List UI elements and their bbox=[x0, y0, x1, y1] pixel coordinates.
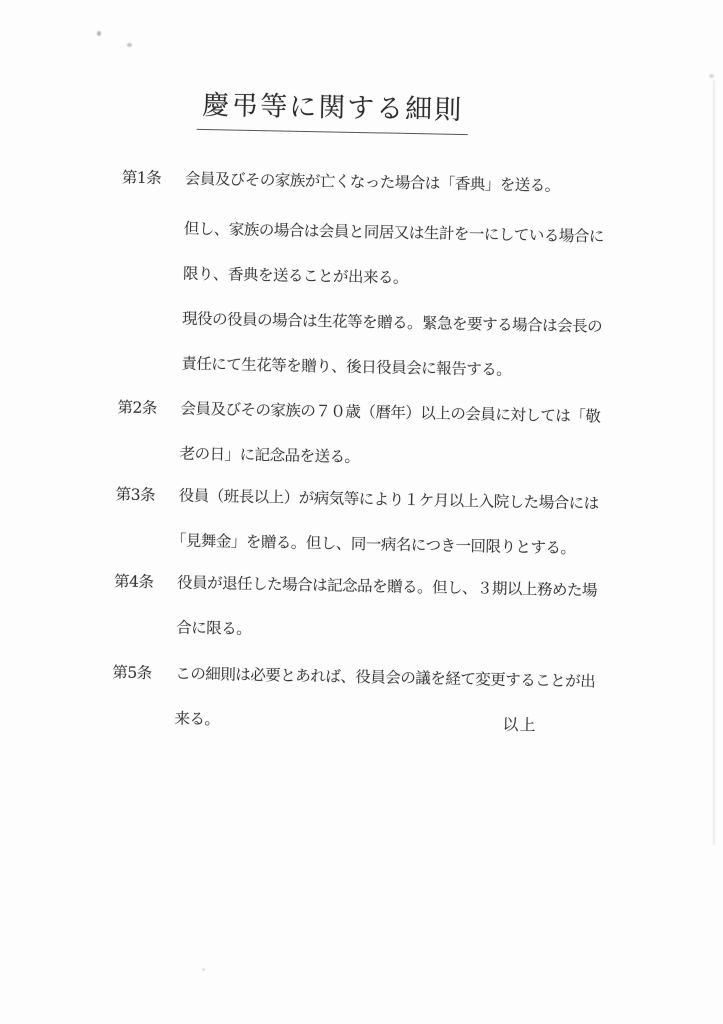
article-3-line-2: 「見舞金」を贈る。但し、同一病名につき一回限りとする。 bbox=[170, 531, 576, 558]
article-1-line-1: 会員及びその家族が亡くなった場合は「香典」を送る。 bbox=[184, 169, 560, 195]
article-1-label: 第1条 bbox=[121, 168, 162, 188]
article-3-label: 第3条 bbox=[115, 485, 156, 505]
article-1-line-3: 限り、香典を送ることが出来る。 bbox=[182, 264, 409, 287]
article-2-line-1: 会員及びその家族の７０歳（暦年）以上の会員に対しては「敬 bbox=[180, 399, 601, 426]
article-4-line-1: 役員が退任した場合は記念品を贈る。但し、３期以上務めた場 bbox=[176, 573, 598, 600]
article-2-label: 第2条 bbox=[117, 398, 157, 418]
article-1-line-2: 但し、家族の場合は会員と同居又は生計を一にしている場合に bbox=[183, 219, 604, 246]
document-title: 慶弔等に関する細則 bbox=[197, 83, 469, 135]
article-4-label: 第4条 bbox=[113, 572, 154, 592]
scan-speck bbox=[709, 74, 714, 78]
closing-mark: 以上 bbox=[502, 714, 537, 735]
article-1-line-4: 現役の役員の場合は生花等を贈る。緊急を要する場合は会長の bbox=[181, 309, 603, 336]
scan-speck bbox=[97, 31, 101, 36]
article-5-label: 第5条 bbox=[112, 663, 152, 683]
article-5-line-1: この細則は必要とあれば、役員会の議を経て変更することが出 bbox=[175, 664, 596, 691]
scan-edge-shadow bbox=[713, 80, 715, 845]
article-1-line-5: 責任にて生花等を贈り、後日役員会に報告する。 bbox=[181, 354, 512, 379]
article-2-line-2: 老の日」に記念品を送る。 bbox=[179, 444, 360, 467]
scan-speck bbox=[202, 968, 205, 971]
article-4-line-2: 合に限る。 bbox=[176, 618, 252, 639]
article-5-line-2: 来る。 bbox=[174, 709, 220, 729]
scan-speck bbox=[127, 43, 132, 47]
article-3-line-1: 役員（班長以上）が病気等により１ケ月以上入院した場合には bbox=[178, 486, 599, 513]
